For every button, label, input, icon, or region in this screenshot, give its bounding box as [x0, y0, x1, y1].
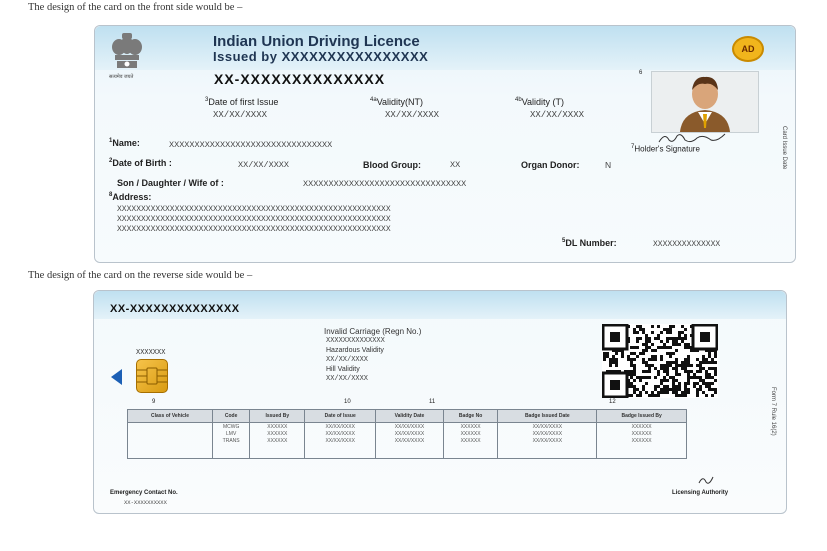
table-row [128, 430, 687, 437]
table-cell: XXXXXX [250, 430, 305, 437]
table-cell: XXXXXX [443, 423, 498, 431]
table-cell [597, 444, 687, 451]
table-cell: XXXXXX [597, 423, 687, 431]
table-cell: XX/XX/XXXX [376, 423, 444, 431]
hazardous-validity-label: Hazardous Validity [326, 347, 384, 354]
blood-group-value: XX [450, 160, 461, 170]
table-cell: LMV [213, 430, 250, 437]
qr-code-icon [602, 324, 718, 398]
table-cell: XXXXXX [443, 430, 498, 437]
date-first-issue-value: XX/XX/XXXX [213, 110, 268, 120]
table-row [128, 451, 687, 459]
table-cell: XX/XX/XXXX [376, 437, 444, 444]
table-cell: XXXXXX [250, 423, 305, 431]
organ-donor-label: Organ Donor: [521, 160, 580, 170]
table-cell [128, 437, 213, 444]
dob-label-text: Date of Birth : [112, 158, 172, 168]
address-label-text: Address: [112, 192, 152, 202]
table-cell: XXXXXX [443, 437, 498, 444]
address-value [117, 205, 391, 235]
table-cell [128, 451, 213, 459]
table-cell: XXXXXX [250, 437, 305, 444]
table-cell [128, 423, 213, 431]
column-number-9: 9 [152, 399, 156, 405]
validity-t-value: XX/XX/XXXX [530, 110, 585, 120]
dob-value: XX/XX/XXXX [238, 160, 290, 170]
validity-nt [370, 97, 423, 107]
table-cell: XX/XX/XXXX [305, 423, 376, 431]
card-issue-date-vertical: Card Issue Date [781, 126, 787, 170]
licence-number-header: XX-XXXXXXXXXXXXXX [214, 71, 386, 87]
form-rule-vertical: Form 7 Rule 16(2) [770, 387, 776, 436]
front-header-band [95, 26, 795, 70]
table-cell: XX/XX/XXXX [498, 423, 597, 431]
reverse-caption: The design of the card on the reverse side would be – [28, 270, 253, 281]
emergency-contact-value: XX-XXXXXXXXXX [124, 499, 167, 506]
emblem-motto: सत्यमेव जयते [109, 74, 134, 80]
insert-arrow-icon [111, 369, 122, 385]
table-header-cell: Date of Issue [305, 410, 376, 423]
table-cell: XX/XX/XXXX [305, 437, 376, 444]
table-row [128, 444, 687, 451]
column-number-12: 12 [609, 399, 616, 405]
table-cell [213, 451, 250, 459]
vehicle-class-table [127, 409, 687, 459]
column-number-10: 10 [344, 399, 351, 405]
table-cell [128, 430, 213, 437]
hazardous-validity-value: XX/XX/XXXX [326, 356, 369, 364]
chip-label: XXXXXXX [136, 349, 166, 357]
field-num: 4a [370, 97, 377, 103]
emergency-contact-label: Emergency Contact No. [110, 490, 178, 496]
date-first-issue-label: Date of first Issue [208, 97, 279, 107]
field-num: 5 [562, 238, 566, 244]
column-number-11: 11 [429, 399, 436, 405]
authority-signature-icon [697, 473, 717, 487]
dl-number-value: XXXXXXXXXXXXXX [653, 240, 721, 249]
table-cell [597, 451, 687, 459]
table-cell [213, 444, 250, 451]
table-cell: XXXXXX [597, 430, 687, 437]
validity-nt-label: Validity(NT) [376, 97, 424, 107]
table-header-cell: Badge No [443, 410, 498, 423]
table-row [128, 437, 687, 444]
validity-nt-value: XX/XX/XXXX [385, 110, 440, 120]
blood-group-label: Blood Group: [363, 160, 421, 170]
national-emblem-icon [107, 31, 147, 79]
licence-title: Indian Union Driving Licence [213, 33, 420, 50]
smart-chip-icon [136, 359, 168, 393]
field-num: 8 [109, 192, 113, 198]
name-label [109, 138, 140, 148]
table-cell: XX/XX/XXXX [498, 430, 597, 437]
table-cell [443, 451, 498, 459]
relation-label: Son / Daughter / Wife of : [117, 178, 224, 188]
holder-photo [651, 71, 759, 133]
table-cell [498, 451, 597, 459]
table-cell [250, 444, 305, 451]
table-header-cell: Validity Date [376, 410, 444, 423]
licensing-authority-label: Licensing Authority [672, 490, 729, 496]
table-cell [376, 444, 444, 451]
front-caption: The design of the card on the front side would be – [28, 2, 243, 13]
issued-by: Issued by XXXXXXXXXXXXXXXX [213, 49, 429, 64]
table-cell [443, 444, 498, 451]
address-line: XXXXXXXXXXXXXXXXXXXXXXXXXXXXXXXXXXXXXXXXXXXXXXXXXXXXXXXXX [117, 225, 391, 234]
field-num: 4b [515, 97, 522, 103]
licence-reverse-card [93, 290, 787, 514]
table-cell [250, 451, 305, 459]
table-header-row [128, 410, 687, 423]
table-cell: TRANS [213, 437, 250, 444]
table-cell: XXXXXX [597, 437, 687, 444]
organ-donor-value: N [605, 160, 612, 170]
validity-t [515, 97, 564, 107]
table-cell: MCWG [213, 423, 250, 431]
table-header-cell: Code [213, 410, 250, 423]
table-header-cell: Badge Issued By [597, 410, 687, 423]
table-cell: XX/XX/XXXX [376, 430, 444, 437]
dob-label [109, 158, 172, 168]
table-cell: XX/XX/XXXX [305, 430, 376, 437]
address-line: XXXXXXXXXXXXXXXXXXXXXXXXXXXXXXXXXXXXXXXXXXXXXXXXXXXXXXXXX [117, 205, 391, 214]
table-header-cell: Badge Issued Date [498, 410, 597, 423]
hill-validity-label: Hill Validity [326, 366, 360, 373]
photo-field-num: 6 [639, 70, 643, 76]
table-cell [305, 451, 376, 459]
field-num: 3 [205, 97, 209, 103]
relation-value: XXXXXXXXXXXXXXXXXXXXXXXXXXXXXXXX [303, 179, 467, 189]
reverse-licence-number: XX-XXXXXXXXXXXXXX [110, 303, 240, 315]
dl-number-label-text: DL Number: [565, 238, 617, 248]
address-label [109, 192, 151, 202]
field-num: 1 [109, 138, 113, 144]
table-header-cell: Issued By [250, 410, 305, 423]
ad-badge-label: AD [741, 44, 755, 54]
table-cell [376, 451, 444, 459]
ad-badge [732, 36, 764, 62]
name-label-text: Name: [112, 138, 140, 148]
table-row [128, 423, 687, 431]
name-value: XXXXXXXXXXXXXXXXXXXXXXXXXXXXXXXX [169, 140, 333, 150]
holder-signature-label: Holder's Signature [634, 144, 700, 154]
hill-validity-value: XX/XX/XXXX [326, 375, 369, 383]
holder-signature [631, 144, 700, 154]
validity-t-label: Validity (T) [521, 97, 565, 107]
table-cell [305, 444, 376, 451]
dl-number-label [562, 238, 617, 248]
table-cell: XX/XX/XXXX [498, 437, 597, 444]
field-num: 2 [109, 158, 113, 164]
table-header-cell: Class of Vehicle [128, 410, 213, 423]
address-line: XXXXXXXXXXXXXXXXXXXXXXXXXXXXXXXXXXXXXXXXXXXXXXXXXXXXXXXXX [117, 215, 391, 224]
field-num: 7 [631, 144, 635, 150]
licence-front-card [94, 25, 796, 263]
invalid-carriage-label: Invalid Carriage (Regn No.) [324, 327, 422, 336]
date-first-issue [205, 97, 278, 107]
table-cell [128, 444, 213, 451]
table-cell [498, 444, 597, 451]
invalid-carriage-value: XXXXXXXXXXXXXX [326, 337, 385, 345]
